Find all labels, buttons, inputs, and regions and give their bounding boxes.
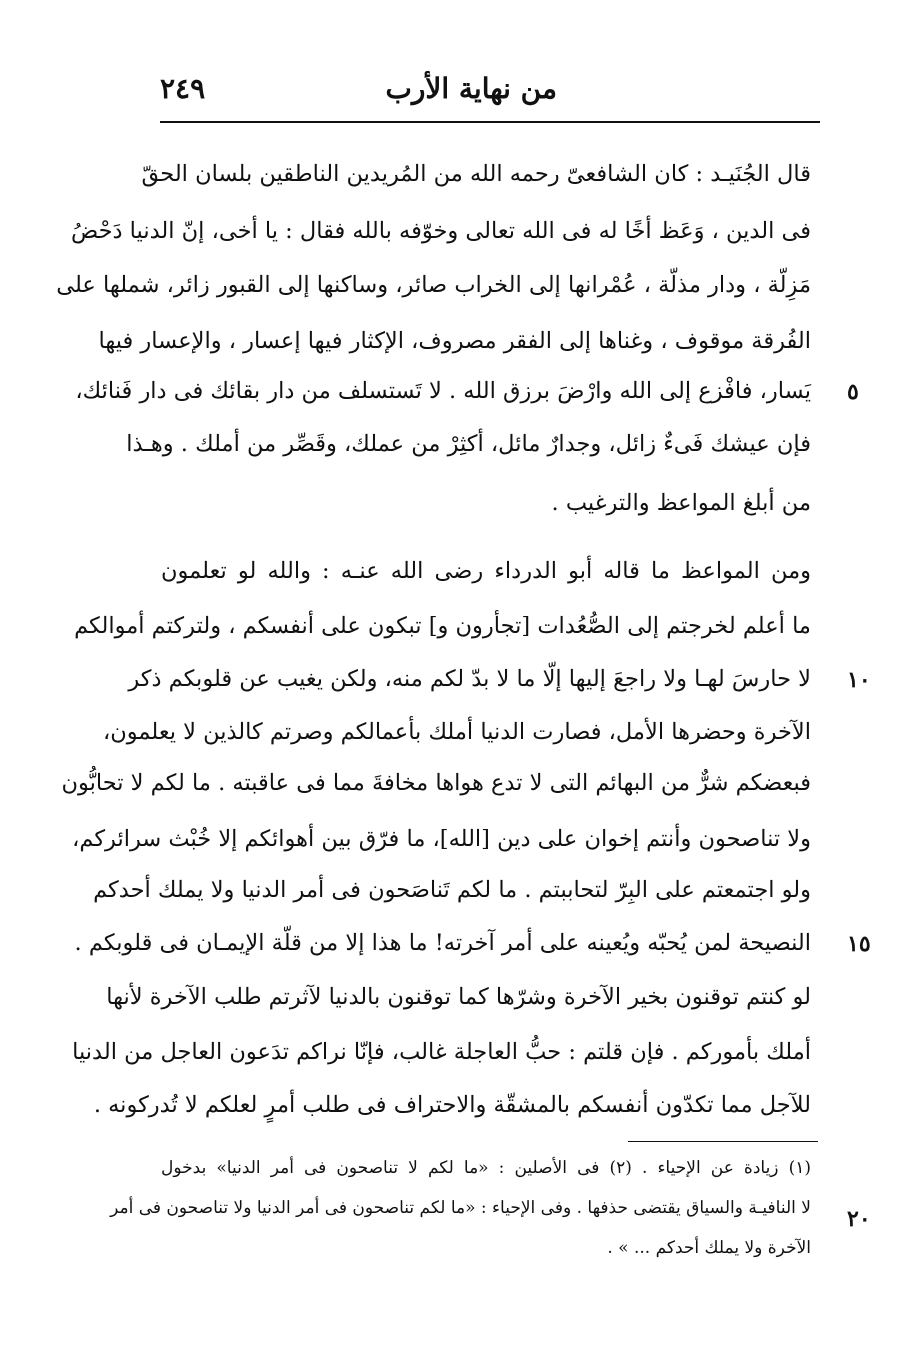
text-line: يَسار، فافْزع إلى الله وارْضَ برزق الله . لا تَستسلف من دار بقائك فى دار فَنائك، bbox=[75, 378, 811, 404]
margin-line-number: ٥ bbox=[847, 379, 859, 405]
text-line: لو كنتم توقنون بخير الآخرة وشرّها كما توقنون بالدنيا لآثرتم طلب الآخرة لأنها bbox=[106, 984, 811, 1010]
margin-line-number: ٢٠ bbox=[847, 1206, 871, 1232]
text-line: ما أعلم لخرجتم إلى الصُّعُدات [تجأرون و] تبكون على أنفسكم ، ولتركتم أموالكم bbox=[74, 613, 811, 639]
footnote-line: (١) زيادة عن الإحياء . (٢) فى الأصلين : «ما لكم لا تناصحون فى أمر الدنيا» بدخول bbox=[161, 1158, 811, 1178]
margin-line-number: ١٥ bbox=[847, 931, 871, 957]
footnote-line: لا النافيـة والسياق يقتضى حذفها . وفى الإحياء : «ما لكم تناصحون فى أمر الدنيا ولا تناصحون فى أمر bbox=[110, 1198, 811, 1218]
text-line: فى الدين ، وَعَظ أخًا له فى الله تعالى وخوّفه بالله فقال : يا أخى، إنّ الدنيا دَحْضُ bbox=[71, 218, 811, 244]
text-line: من أبلغ المواعظ والترغيب . bbox=[551, 490, 811, 516]
text-line: النصيحة لمن يُحبّه ويُعينه على أمر آخرته! ما هذا إلا من قلّة الإيمـان فى قلوبكم . bbox=[74, 930, 811, 956]
text-line: فإن عيشك فَىءٌ زائل، وجدارٌ مائل، أكثِرْ من عملك، وقَصِّر من أملك . وهـذا bbox=[126, 431, 811, 457]
text-line: ولو اجتمعتم على البِرّ لتحاببتم . ما لكم تَناصَحون فى أمر الدنيا ولا يملك أحدكم bbox=[93, 877, 811, 903]
text-line: للآجل مما تكدّون أنفسكم بالمشقّة والاحتراف فى طلب أمرٍ لعلكم لا تُدركونه . bbox=[93, 1092, 811, 1118]
text-line: مَزِلّة ، ودار مذلّة ، عُمْرانها إلى الخراب صائر، وساكنها إلى القبور زائر، شملها على bbox=[56, 272, 811, 298]
text-line: ومن المواعظ ما قاله أبو الدرداء رضى الله عنـه : والله لو تعلمون bbox=[161, 558, 811, 584]
running-head: من نهاية الأرب bbox=[385, 72, 557, 105]
text-line: أملك بأموركم . فإن قلتم : حبُّ العاجلة غالب، فإنّا نراكم تدَعون العاجل من الدنيا bbox=[72, 1039, 811, 1065]
footnote-line: الآخرة ولا يملك أحدكم ... » . bbox=[607, 1238, 811, 1258]
text-line: قال الجُنَيـد : كان الشافعىّ رحمه الله من المُريدين الناطقين بلسان الحقّ bbox=[141, 161, 811, 187]
page-number: ٢٤٩ bbox=[160, 72, 206, 105]
text-line: لا حارسَ لهـا ولا راجعَ إليها إلّا ما لا بدّ لكم منه، ولكن يغيب عن قلوبكم ذكر bbox=[128, 666, 811, 692]
text-line: ولا تناصحون وأنتم إخوان على دين [الله]، ما فرّق بين أهوائكم إلا خُبْث سرائركم، bbox=[72, 826, 811, 852]
text-line: الفُرقة موقوف ، وغناها إلى الفقر مصروف، الإكثار فيها إعسار ، والإعسار فيها bbox=[98, 328, 811, 354]
text-line: فبعضكم شرٌّ من البهائم التى لا تدع هواها مخافةَ مما فى عاقبته . ما لكم لا تحابُّون bbox=[61, 770, 811, 796]
footnote-rule bbox=[628, 1141, 818, 1142]
margin-line-number: ١٠ bbox=[847, 667, 871, 693]
header-rule bbox=[160, 121, 820, 123]
text-line: الآخرة وحضرها الأمل، فصارت الدنيا أملك بأعمالكم وصرتم كالذين لا يعلمون، bbox=[102, 719, 811, 745]
